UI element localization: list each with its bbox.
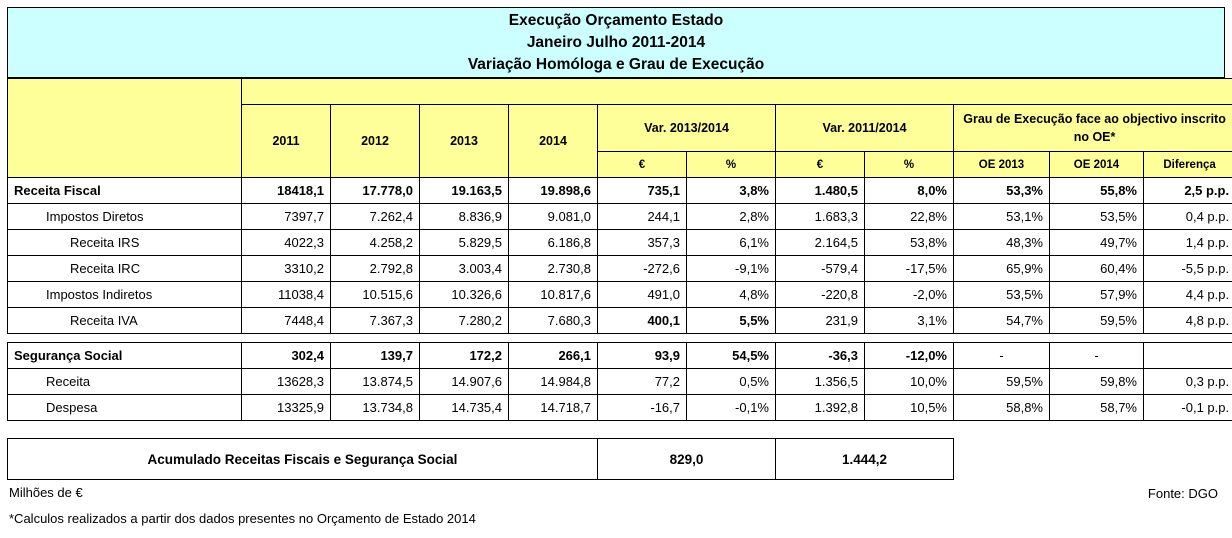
- report-subtitle: Variação Homóloga e Grau de Execução: [467, 56, 765, 73]
- cell-var2-euro: -36,3: [776, 343, 865, 369]
- cell-var1-euro: 77,2: [598, 369, 687, 395]
- cell-2014: 10.817,6: [509, 282, 598, 308]
- cell-2013: 5.829,5: [420, 230, 509, 256]
- row-label: Impostos Diretos: [8, 204, 242, 230]
- cell-oe2014: 59,5%: [1050, 308, 1144, 334]
- cell-2013: 14.907,6: [420, 369, 509, 395]
- cell-2012: 4.258,2: [331, 230, 420, 256]
- col-header-2012: 2012: [331, 105, 420, 178]
- cell-2013: 7.280,2: [420, 308, 509, 334]
- cell-2011: 4022,3: [242, 230, 331, 256]
- cell-var2-pct: 10,5%: [865, 395, 954, 421]
- col-header-euro: €: [776, 152, 865, 178]
- cell-var1-euro: -272,6: [598, 256, 687, 282]
- cell-var2-pct: 8,0%: [865, 178, 954, 204]
- cell-diferenca: 0,4 p.p.: [1144, 204, 1232, 230]
- cell-2012: 10.515,6: [331, 282, 420, 308]
- cell-var2-euro: 1.392,8: [776, 395, 865, 421]
- footnote: *Calculos realizados a partir dos dados presentes no Orçamento de Estado 2014: [9, 511, 476, 526]
- col-header-pct: %: [687, 152, 776, 178]
- cell-var2-pct: 53,8%: [865, 230, 954, 256]
- table-separator: [8, 334, 1232, 343]
- cell-var2-pct: 10,0%: [865, 369, 954, 395]
- cell-diferenca: -0,1 p.p.: [1144, 395, 1232, 421]
- cell-oe2013: 65,9%: [954, 256, 1050, 282]
- table-row: [8, 230, 1232, 256]
- cell-var2-euro: -220,8: [776, 282, 865, 308]
- cell-2014: 19.898,6: [509, 178, 598, 204]
- cell-var2-pct: -12,0%: [865, 343, 954, 369]
- cell-2014: 7.680,3: [509, 308, 598, 334]
- col-header-2013: 2013: [420, 105, 509, 178]
- cell-2011: 3310,2: [242, 256, 331, 282]
- row-label: Receita IRS: [8, 230, 242, 256]
- budget-table: [7, 78, 1232, 421]
- cell-var1-pct: 4,8%: [687, 282, 776, 308]
- cell-oe2014: 57,9%: [1050, 282, 1144, 308]
- accumulated-table: [7, 438, 954, 480]
- col-header-diferenca: Diferença: [1144, 152, 1232, 178]
- cell-diferenca: 0,3 p.p.: [1144, 369, 1232, 395]
- cell-oe2013: -: [954, 343, 1050, 369]
- cell-2014: 266,1: [509, 343, 598, 369]
- cell-oe2013: 48,3%: [954, 230, 1050, 256]
- cell-var1-euro: 400,1: [598, 308, 687, 334]
- cell-var2-pct: 22,8%: [865, 204, 954, 230]
- cell-var1-pct: 0,5%: [687, 369, 776, 395]
- cell-var1-euro: 491,0: [598, 282, 687, 308]
- cell-var2-euro: 1.480,5: [776, 178, 865, 204]
- cell-var1-pct: -0,1%: [687, 395, 776, 421]
- cell-var1-euro: 244,1: [598, 204, 687, 230]
- cell-2014: 9.081,0: [509, 204, 598, 230]
- cell-var2-euro: 2.164,5: [776, 230, 865, 256]
- row-label: Receita IRC: [8, 256, 242, 282]
- cell-oe2013: 53,3%: [954, 178, 1050, 204]
- cell-diferenca: 2,5 p.p.: [1144, 178, 1232, 204]
- cell-var2-euro: 1.356,5: [776, 369, 865, 395]
- cell-2014: 6.186,8: [509, 230, 598, 256]
- cell-oe2014: 59,8%: [1050, 369, 1144, 395]
- cell-oe2014: -: [1050, 343, 1144, 369]
- cell-var2-euro: -579,4: [776, 256, 865, 282]
- col-header-2011: 2011: [242, 105, 331, 178]
- cell-diferenca: [1144, 343, 1232, 369]
- cell-oe2014: 60,4%: [1050, 256, 1144, 282]
- cell-2012: 7.262,4: [331, 204, 420, 230]
- cell-var1-euro: 735,1: [598, 178, 687, 204]
- cell-2014: 2.730,8: [509, 256, 598, 282]
- col-header-pct: %: [865, 152, 954, 178]
- col-header-var-2013-2014: Var. 2013/2014: [598, 105, 776, 152]
- accumulated-var-2013-2014: 829,0: [598, 439, 776, 480]
- table-row: [8, 343, 1232, 369]
- table-row: [8, 395, 1232, 421]
- cell-2013: 10.326,6: [420, 282, 509, 308]
- cell-var2-euro: 1.683,3: [776, 204, 865, 230]
- report-period: Janeiro Julho 2011-2014: [526, 34, 706, 51]
- col-header-grau-execucao: Grau de Execução face ao objectivo inscrito no OE*: [954, 105, 1232, 152]
- col-header-var-2011-2014: Var. 2011/2014: [776, 105, 954, 152]
- row-label: Segurança Social: [8, 343, 242, 369]
- cell-2014: 14.718,7: [509, 395, 598, 421]
- cell-var1-pct: 2,8%: [687, 204, 776, 230]
- cell-2012: 7.367,3: [331, 308, 420, 334]
- cell-var1-euro: -16,7: [598, 395, 687, 421]
- table-row: [8, 256, 1232, 282]
- col-header-2014: 2014: [509, 105, 598, 178]
- cell-2011: 13325,9: [242, 395, 331, 421]
- cell-2013: 14.735,4: [420, 395, 509, 421]
- cell-2011: 18418,1: [242, 178, 331, 204]
- cell-oe2013: 58,8%: [954, 395, 1050, 421]
- table-row: [8, 282, 1232, 308]
- cell-2011: 302,4: [242, 343, 331, 369]
- cell-2013: 172,2: [420, 343, 509, 369]
- cell-var1-pct: 3,8%: [687, 178, 776, 204]
- cell-oe2014: 53,5%: [1050, 204, 1144, 230]
- cell-oe2013: 59,5%: [954, 369, 1050, 395]
- cell-2014: 14.984,8: [509, 369, 598, 395]
- cell-var1-pct: -9,1%: [687, 256, 776, 282]
- units-note: Milhões de €: [9, 485, 83, 500]
- cell-oe2013: 54,7%: [954, 308, 1050, 334]
- row-label: Receita Fiscal: [8, 178, 242, 204]
- col-header-oe2013: OE 2013: [954, 152, 1050, 178]
- cell-2011: 7448,4: [242, 308, 331, 334]
- col-header-oe2014: OE 2014: [1050, 152, 1144, 178]
- cell-var2-euro: 231,9: [776, 308, 865, 334]
- table-row: [8, 369, 1232, 395]
- cell-var2-pct: 3,1%: [865, 308, 954, 334]
- cell-2012: 13.734,8: [331, 395, 420, 421]
- cell-2013: 8.836,9: [420, 204, 509, 230]
- cell-oe2013: 53,5%: [954, 282, 1050, 308]
- cell-oe2014: 58,7%: [1050, 395, 1144, 421]
- source-note: Fonte: DGO: [1147, 486, 1218, 501]
- cell-diferenca: 4,8 p.p.: [1144, 308, 1232, 334]
- row-label: Impostos Indiretos: [8, 282, 242, 308]
- cell-var1-pct: 6,1%: [687, 230, 776, 256]
- cell-2012: 139,7: [331, 343, 420, 369]
- cell-diferenca: 4,4 p.p.: [1144, 282, 1232, 308]
- accumulated-var-2011-2014: 1.444,2: [776, 439, 954, 480]
- header-band: [242, 79, 1232, 105]
- cell-diferenca: -5,5 p.p.: [1144, 256, 1232, 282]
- header-corner: [8, 79, 242, 178]
- header-row-top: [8, 79, 1232, 105]
- cell-2013: 3.003,4: [420, 256, 509, 282]
- cell-2013: 19.163,5: [420, 178, 509, 204]
- cell-var1-euro: 93,9: [598, 343, 687, 369]
- cell-2012: 13.874,5: [331, 369, 420, 395]
- cell-2012: 2.792,8: [331, 256, 420, 282]
- cell-var2-pct: -2,0%: [865, 282, 954, 308]
- table-row: [8, 308, 1232, 334]
- row-label: Receita: [8, 369, 242, 395]
- row-label: Receita IVA: [8, 308, 242, 334]
- report-title: Execução Orçamento Estado: [508, 12, 724, 29]
- cell-var1-pct: 54,5%: [687, 343, 776, 369]
- cell-var2-pct: -17,5%: [865, 256, 954, 282]
- cell-diferenca: 1,4 p.p.: [1144, 230, 1232, 256]
- cell-2011: 13628,3: [242, 369, 331, 395]
- cell-var1-pct: 5,5%: [687, 308, 776, 334]
- col-header-euro: €: [598, 152, 687, 178]
- report-title-box: [7, 7, 1225, 78]
- row-label: Despesa: [8, 395, 242, 421]
- cell-oe2014: 49,7%: [1050, 230, 1144, 256]
- accumulated-label: Acumulado Receitas Fiscais e Segurança Social: [8, 439, 598, 480]
- cell-oe2013: 53,1%: [954, 204, 1050, 230]
- cell-2011: 7397,7: [242, 204, 331, 230]
- table-row: [8, 178, 1232, 204]
- cell-2011: 11038,4: [242, 282, 331, 308]
- table-row: [8, 204, 1232, 230]
- cell-oe2014: 55,8%: [1050, 178, 1144, 204]
- accumulated-row: [8, 439, 954, 480]
- cell-2012: 17.778,0: [331, 178, 420, 204]
- separator-cell: [8, 334, 1232, 343]
- cell-var1-euro: 357,3: [598, 230, 687, 256]
